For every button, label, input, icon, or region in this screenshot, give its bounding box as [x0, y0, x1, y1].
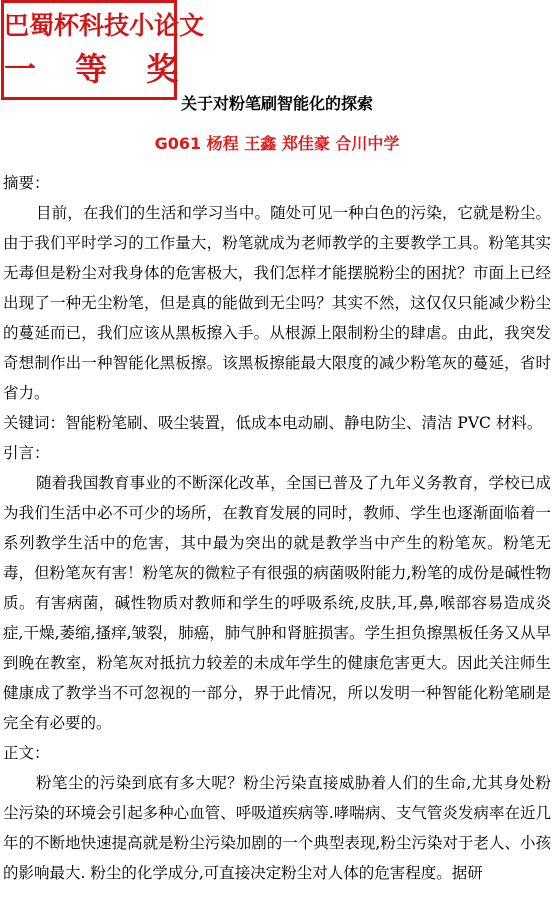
abstract-heading: 摘要：: [3, 174, 50, 192]
intro-heading: 引言：: [3, 444, 50, 462]
intro-text: 随着我国教育事业的不断深化改革，全国已普及了九年义务教育，学校已成为我们生活中必不可少的场所，在教育发展的同时，教师、学生也逐渐面临着一系列教学生活中的危害，其中最为突出的就是教学当中产生的粉笔灰。粉笔无毒，但粉笔灰有害！粉笔灰的微粒子有很强的病菌吸附能力,粉笔的成份是碱性物质。有害病菌，碱性物质对教师和学生的呼吸系统,皮肤,耳,鼻,喉部容易造成炎症,干燥,萎缩,搔痒,皱裂，肺癌，肺气肿和肾脏损害。学生担负擦黑板任务又从早到晚在教室，粉笔灰对抵抗力较差的未成年学生的健康危害更大。因此关注师生健康成了教学当不可忽视的一部分，界于此情况，所以发明一种智能化粉笔刷是完全有必要的。: [3, 474, 551, 732]
paper-authors: G061 杨程 王鑫 郑佳豪 合川中学: [154, 134, 400, 153]
body-heading: 正文：: [3, 744, 50, 762]
keywords-line: 关键词：智能粉笔刷、吸尘装置，低成本电动刷、静电防尘、清洁 PVC 材料。: [3, 414, 543, 432]
stamp-competition-name: 巴蜀杯科技小论文: [4, 11, 205, 40]
award-stamp: [1, 0, 205, 100]
paper-content: [3, 168, 551, 888]
abstract-text: 目前，在我们的生活和学习当中。随处可见一种白色的污染，它就是粉尘。由于我们平时学习的工作量大，粉笔就成为老师教学的主要教学工具。粉笔其实无毒但是粉尘对我身体的危害极大，我们怎样才能摆脱粉尘的困扰？市面上已经出现了一种无尘粉笔，但是真的能做到无尘吗？其实不然，这仅仅只能减少粉尘的蔓延而已，我们应该从黑板擦入手。从根源上限制粉尘的肆虐。由此，我突发奇想制作出一种智能化黑板擦。该黑板擦能最大限度的减少粉笔灰的蔓延，省时省力。: [3, 204, 551, 402]
stamp-award-level: 一 等 奖: [4, 50, 193, 88]
paper-title: 关于对粉笔刷智能化的探索: [180, 94, 373, 113]
body-text: 粉笔尘的污染到底有多大呢？粉尘污染直接威胁着人们的生命,尤其身处粉尘污染的环境会引起多种心血管、呼吸道疾病等.哮喘病、支气管炎发病率在近几年的不断地快速提高就是粉尘污染加剧的一个典型表现,粉尘污染对于老人、小孩的影响最大. 粉尘的化学成分,可直接决定粉尘对人体的危害程度。据研: [3, 774, 551, 882]
